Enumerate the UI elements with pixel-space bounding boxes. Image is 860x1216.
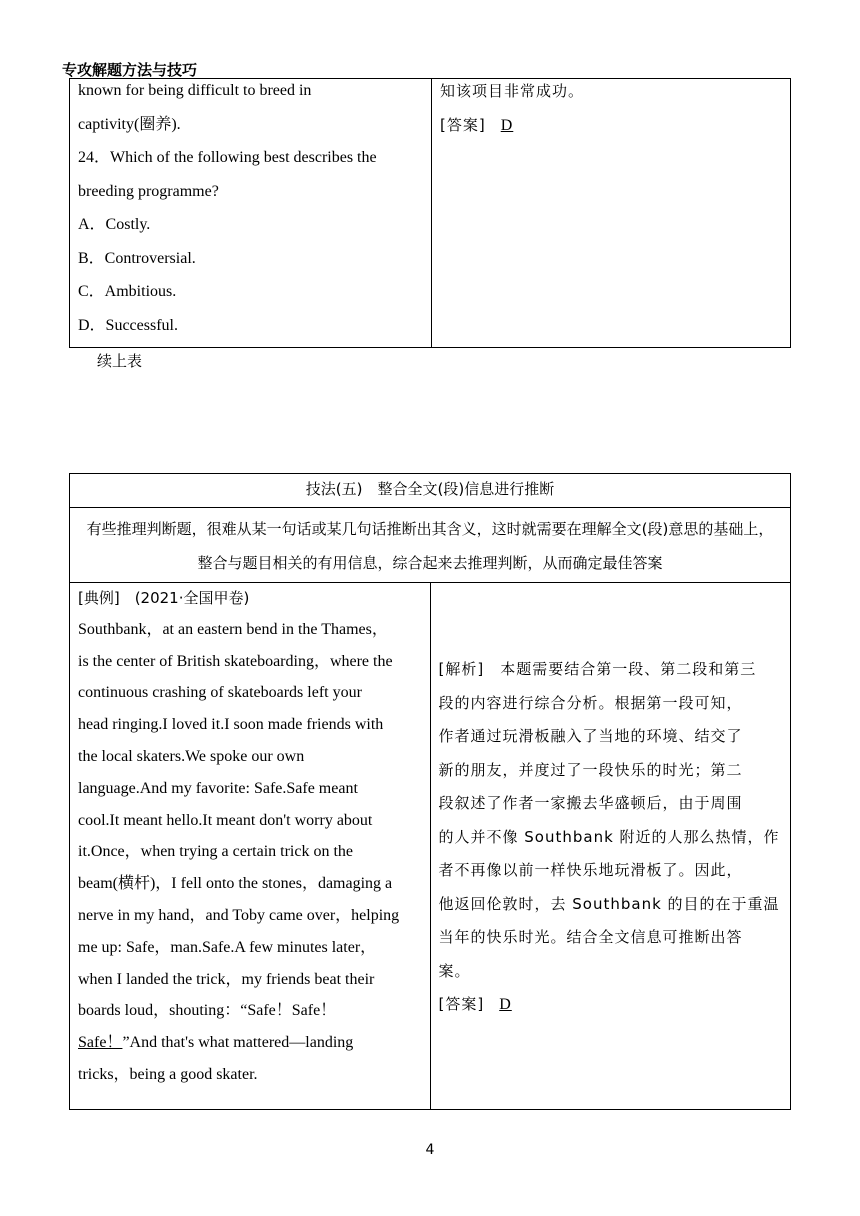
example-line: [78, 1028, 422, 1060]
analysis-line: 作者通过玩滑板融入了当地的环境、结交了: [438, 727, 743, 745]
answer-line: [439, 990, 783, 1024]
analysis-line: 者不再像以前一样快乐地玩滑板了。因此，: [438, 861, 743, 879]
example-line: continuous crashing of skateboards left your: [78, 684, 362, 702]
technique-intro: 有些推理判断题，很难从某一句话或某几句话推断出其含义，这时就需要在理解全文(段)意思的基础上，整合与题目相关的有用信息，综合起来去推理判断，从而确定最佳答案: [70, 508, 791, 583]
text-line: captivity(圈养).: [78, 115, 181, 133]
question-cell: [70, 79, 432, 348]
analysis-line: 段的内容进行综合分析。根据第一段可知，: [438, 693, 743, 712]
example-line: Southbank，at an eastern bend in the Thames，: [78, 620, 388, 638]
example-line: me up: Safe，man.Safe.A few minutes later，: [78, 938, 377, 956]
example-line: when I landed the trick，my friends beat their: [78, 970, 375, 988]
example-line: cool.It meant hello.It meant don't worry about: [78, 811, 373, 829]
text-line: known for being difficult to breed in: [78, 82, 312, 99]
answer-label: [答案]: [438, 995, 485, 1013]
example-line: it.Once，when trying a certain trick on the: [78, 843, 354, 861]
example-line: head ringing.I loved it.I soon made friends with: [78, 716, 384, 734]
example-line: nerve in my hand，and Toby came over，helping: [78, 906, 400, 924]
option-d: D．Successful.: [78, 316, 178, 334]
underlined-text: Safe！: [78, 1034, 123, 1052]
option-c: C．Ambitious.: [78, 283, 177, 300]
analysis-line: 新的朋友，并度过了一段快乐的时光；第二: [438, 760, 743, 779]
example-line: the local skaters.We spoke our own: [78, 747, 305, 765]
option-a: A．Costly.: [78, 216, 151, 233]
page-number: 4: [425, 1142, 435, 1158]
example-line-rest: ”And that's what mattered—landing: [122, 1034, 354, 1052]
technique-title: 技法(五) 整合全文(段)信息进行推断: [70, 474, 791, 508]
example-line: tricks，being a good skater.: [78, 1065, 258, 1083]
technique-table: [69, 473, 791, 1110]
analysis-line: 知该项目非常成功。: [440, 82, 585, 100]
text-line: breeding programme?: [78, 182, 219, 200]
example-cell: [70, 583, 431, 1110]
page-header-title: 专攻解题方法与技巧: [62, 61, 198, 79]
text-line: 24．Which of the following best describes the: [78, 149, 377, 166]
example-line: boards loud，shouting：“Safe！Safe！: [78, 1002, 337, 1020]
continued-question-table: [69, 78, 791, 348]
answer-line: [440, 113, 782, 147]
example-line: language.And my favorite: Safe.Safe meant: [78, 779, 358, 797]
example-line: is the center of British skateboarding，where the: [78, 652, 393, 670]
analysis-line: 他返回伦敦时，去 Southbank 的目的在于重温: [438, 894, 780, 913]
analysis-cell: [432, 79, 791, 348]
continued-label: 续上表: [97, 352, 143, 370]
analysis-cell: [430, 583, 791, 1110]
example-line: beam(横杆)，I fell onto the stones，damaging a: [78, 875, 393, 893]
option-b: B．Controversial.: [78, 249, 196, 267]
answer-value: D: [500, 116, 514, 134]
analysis-line: [解析] 本题需要结合第一段、第二段和第三: [438, 660, 757, 678]
analysis-line: 当年的快乐时光。结合全文信息可推断出答: [438, 928, 743, 946]
example-heading: [典例] (2021·全国甲卷): [78, 589, 250, 607]
answer-value: D: [499, 996, 512, 1013]
analysis-line: 的人并不像 Southbank 附近的人那么热情，作: [438, 827, 780, 846]
analysis-line: 段叙述了作者一家搬去华盛顿后，由于周围: [438, 794, 743, 812]
answer-label: [答案]: [440, 115, 486, 134]
analysis-line: 案。: [438, 961, 471, 980]
